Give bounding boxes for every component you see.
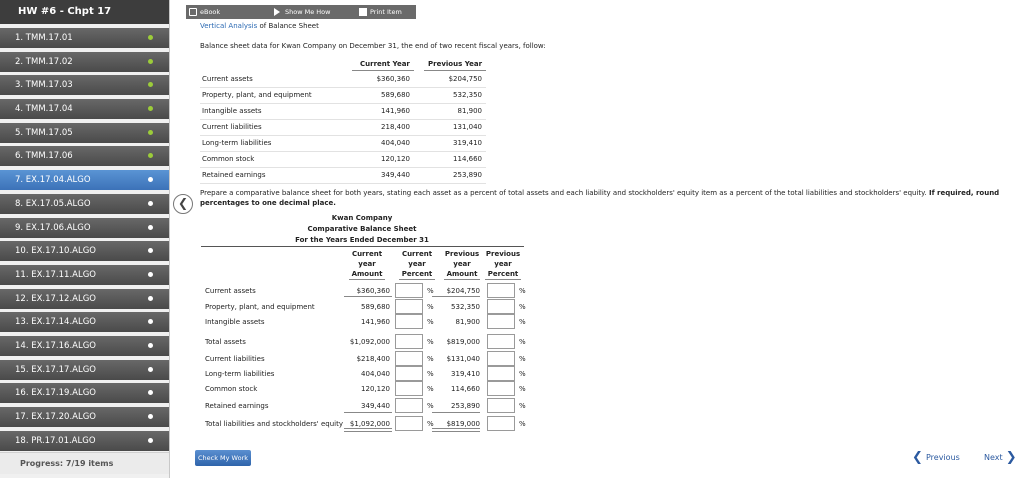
sidebar-item-label: 1. TMM.17.01 — [15, 33, 73, 43]
percent-sign: % — [427, 420, 434, 428]
total-rule — [344, 431, 392, 432]
given-row-current: 589,680 — [381, 91, 410, 99]
percent-sign: % — [427, 370, 434, 378]
given-row-previous: 532,350 — [453, 91, 482, 99]
sidebar-item-label: 15. EX.17.17.ALGO — [15, 364, 96, 375]
total-rule — [344, 412, 392, 413]
given-row-previous: 114,660 — [453, 155, 482, 163]
sidebar-item-label: 2. TMM.17.02 — [15, 56, 73, 67]
statement-row-label: Total assets — [205, 338, 246, 346]
previous-percent-input[interactable] — [487, 398, 515, 413]
col-rule-2 — [399, 279, 435, 280]
instructions — [200, 188, 1015, 208]
status-dot-icon — [148, 177, 153, 182]
status-dot-icon — [148, 414, 153, 419]
status-dot-icon — [148, 153, 153, 158]
total-rule — [432, 431, 480, 432]
assignment-title: HW #6 - Chpt 17 — [0, 0, 169, 24]
sidebar-item[interactable] — [0, 407, 169, 427]
statement-title: Comparative Balance Sheet — [307, 225, 417, 233]
intro-text: Balance sheet data for Kwan Company on December 31, the end of two recent fiscal years, follow: — [200, 42, 546, 50]
status-dot-icon — [148, 319, 153, 324]
statement-row-previous-amount: 532,350 — [451, 303, 480, 311]
sidebar-item-label: 8. EX.17.05.ALGO — [15, 198, 91, 209]
col-header-current-percent — [395, 249, 439, 279]
ebook-button[interactable] — [186, 5, 220, 19]
total-rule — [432, 296, 480, 297]
given-row-previous: $204,750 — [448, 75, 482, 83]
row-divider — [200, 183, 486, 184]
row-divider — [200, 119, 486, 120]
percent-sign: % — [519, 287, 526, 295]
current-percent-input[interactable] — [395, 334, 423, 349]
statement-row-current-amount: 141,960 — [361, 318, 390, 326]
problem-title-rest: of Balance Sheet — [257, 22, 319, 30]
percent-sign: % — [427, 355, 434, 363]
given-row-label: Current assets — [202, 75, 253, 83]
percent-sign: % — [427, 338, 434, 346]
check-my-work-button[interactable]: Check My Work — [195, 450, 251, 466]
sidebar-item-label: 10. EX.17.10.ALGO — [15, 246, 96, 257]
next-button[interactable] — [984, 449, 1017, 467]
current-percent-input[interactable] — [395, 398, 423, 413]
given-header-previous: Previous Year — [428, 60, 483, 68]
given-row-current: 141,960 — [381, 107, 410, 115]
sidebar-item[interactable] — [0, 431, 169, 451]
statement-row-current-amount: $1,092,000 — [349, 338, 390, 346]
statement-row-label: Common stock — [205, 385, 258, 393]
row-divider — [200, 167, 486, 168]
col-header-current-percent-2: year — [408, 260, 426, 268]
sidebar-item[interactable] — [0, 75, 169, 95]
show-me-how-label: Show Me How — [285, 8, 331, 16]
statement-row-current-amount: 589,680 — [361, 303, 390, 311]
col-header-current-amount-1: Current — [351, 250, 383, 258]
toolbar — [186, 5, 416, 19]
statement-row-label: Current assets — [205, 287, 256, 295]
current-percent-input[interactable] — [395, 416, 423, 431]
row-divider — [200, 103, 486, 104]
current-percent-input[interactable] — [395, 314, 423, 329]
given-row-previous: 253,890 — [453, 171, 482, 179]
col-header-current-amount — [345, 249, 389, 279]
sidebar-item-label: 9. EX.17.06.ALGO — [15, 222, 91, 233]
percent-sign: % — [427, 385, 434, 393]
sidebar-item-label: 5. TMM.17.05 — [15, 127, 73, 138]
row-divider — [200, 87, 486, 88]
col-header-previous-amount-1: Previous — [444, 250, 480, 258]
print-item-button[interactable] — [356, 5, 402, 19]
total-rule — [432, 428, 480, 429]
statement-row-previous-amount: $131,040 — [446, 355, 480, 363]
chevron-left-icon: ❮ — [912, 450, 923, 465]
statement-row-label: Property, plant, and equipment — [205, 303, 315, 311]
percent-sign: % — [519, 355, 526, 363]
statement-row-current-amount: $1,092,000 — [349, 420, 390, 428]
sidebar-item-label: 7. EX.17.04.ALGO — [15, 175, 91, 186]
current-percent-input[interactable] — [395, 366, 423, 381]
given-row-current: $360,360 — [376, 75, 410, 83]
col-header-previous-percent-2: year — [494, 260, 512, 268]
statement-row-previous-amount: $819,000 — [446, 420, 480, 428]
percent-sign: % — [427, 303, 434, 311]
sidebar-item[interactable] — [0, 383, 169, 403]
sidebar-item[interactable] — [0, 99, 169, 119]
statement-row-previous-amount: 81,900 — [455, 318, 480, 326]
statement-company: Kwan Company — [331, 214, 393, 222]
status-dot-icon — [148, 59, 153, 64]
statement-row-previous-amount: $204,750 — [446, 287, 480, 295]
col-header-previous-percent-1: Previous — [485, 250, 521, 258]
statement-row-label: Total liabilities and stockholders' equity — [205, 420, 343, 428]
status-dot-icon — [148, 390, 153, 395]
given-row-label: Intangible assets — [202, 107, 262, 115]
status-dot-icon — [148, 438, 153, 443]
sidebar-item-label: 17. EX.17.20.ALGO — [15, 412, 96, 422]
col-header-previous-amount — [440, 249, 484, 279]
ebook-label: eBook — [200, 8, 221, 16]
statement-row-previous-amount: $819,000 — [446, 338, 480, 346]
sidebar-item-label: 11. EX.17.11.ALGO — [15, 269, 96, 280]
col-header-previous-amount-2: year — [453, 260, 471, 268]
print-item-label: Print Item — [370, 8, 402, 16]
statement-row-current-amount: 120,120 — [361, 385, 390, 393]
statement-row-previous-amount: 253,890 — [451, 402, 480, 410]
total-rule — [344, 428, 392, 429]
sidebar-item-label: 3. TMM.17.03 — [15, 80, 73, 91]
sidebar-item-list — [0, 28, 169, 454]
status-dot-icon — [148, 225, 153, 230]
sidebar-item[interactable] — [0, 336, 169, 356]
collapse-sidebar-button[interactable] — [173, 194, 193, 214]
progress-text: Progress: 7/19 items — [0, 452, 169, 474]
statement-row-label: Intangible assets — [205, 318, 265, 326]
sidebar-item[interactable] — [0, 289, 169, 309]
given-row-current: 218,400 — [381, 123, 410, 131]
problem-title-link: Vertical Analysis — [200, 22, 258, 30]
status-dot-icon — [148, 35, 153, 40]
percent-sign: % — [427, 287, 434, 295]
sidebar-item[interactable] — [0, 194, 169, 214]
statement-row-previous-amount: 319,410 — [451, 370, 480, 378]
given-row-label: Retained earnings — [202, 171, 266, 179]
previous-label: Previous — [926, 453, 960, 462]
chevron-right-icon: ❯ — [1005, 450, 1017, 465]
previous-percent-input[interactable] — [487, 334, 515, 349]
sidebar — [0, 0, 170, 478]
given-header-current: Current Year — [360, 60, 410, 68]
statement-row-label: Current liabilities — [205, 355, 265, 363]
statement-period: For the Years Ended December 31 — [295, 236, 429, 244]
status-dot-icon — [148, 82, 153, 87]
percent-sign: % — [427, 318, 434, 326]
statement-row-current-amount: 404,040 — [361, 370, 390, 378]
statement-row-label: Retained earnings — [205, 402, 269, 410]
instructions-rounding: If required, round percentages to one decimal place. — [200, 189, 1000, 207]
previous-percent-input[interactable] — [487, 283, 515, 298]
sidebar-item-label: 4. TMM.17.04 — [15, 104, 73, 115]
sidebar-item-label: 14. EX.17.16.ALGO — [15, 340, 96, 351]
current-percent-input[interactable] — [395, 299, 423, 314]
sidebar-item-label: 13. EX.17.14.ALGO — [15, 317, 96, 328]
percent-sign: % — [519, 420, 526, 428]
chevron-left-icon: ❮ — [177, 196, 189, 210]
previous-percent-input[interactable] — [487, 381, 515, 396]
previous-percent-input[interactable] — [487, 299, 515, 314]
sidebar-item[interactable] — [0, 360, 169, 380]
book-icon — [189, 8, 197, 16]
statement-row-current-amount: $218,400 — [356, 355, 390, 363]
given-header-rule-current — [352, 70, 414, 71]
status-dot-icon — [148, 248, 153, 253]
percent-sign: % — [519, 303, 526, 311]
next-label: Next — [984, 453, 1003, 462]
total-rule — [432, 412, 480, 413]
previous-button[interactable] — [912, 449, 960, 467]
given-row-previous: 81,900 — [457, 107, 482, 115]
status-dot-icon — [148, 106, 153, 111]
status-dot-icon — [148, 343, 153, 348]
given-row-previous: 131,040 — [453, 123, 482, 131]
sidebar-item[interactable] — [0, 170, 169, 190]
col-header-previous-amount-3: Amount — [446, 270, 478, 278]
sidebar-item[interactable] — [0, 241, 169, 261]
col-header-current-amount-3: Amount — [351, 270, 383, 278]
given-row-current: 120,120 — [381, 155, 410, 163]
row-divider — [200, 135, 486, 136]
percent-sign: % — [427, 402, 434, 410]
sidebar-item[interactable] — [0, 265, 169, 285]
status-dot-icon — [148, 272, 153, 277]
col-header-previous-percent — [481, 249, 525, 279]
sidebar-item-label: 6. TMM.17.06 — [15, 151, 73, 162]
statement-header-rule — [201, 246, 524, 247]
sidebar-item[interactable] — [0, 146, 169, 166]
given-row-label: Property, plant, and equipment — [202, 91, 312, 99]
given-row-current: 349,440 — [381, 171, 410, 179]
status-dot-icon — [148, 367, 153, 372]
show-me-how-button[interactable] — [271, 5, 330, 19]
percent-sign: % — [519, 338, 526, 346]
sidebar-item[interactable] — [0, 52, 169, 72]
problem-title — [200, 22, 319, 30]
play-icon — [274, 8, 280, 16]
row-divider — [200, 151, 486, 152]
previous-percent-input[interactable] — [487, 351, 515, 366]
sidebar-item-label: 12. EX.17.12.ALGO — [15, 293, 96, 304]
given-row-current: 404,040 — [381, 139, 410, 147]
col-rule-4 — [485, 279, 521, 280]
instructions-text: Prepare a comparative balance sheet for both years, stating each asset as a percent of total assets and each liability and stockholders' equity item as a percent of the total liabilities and stockholders' equity. — [200, 189, 927, 197]
previous-percent-input[interactable] — [487, 416, 515, 431]
previous-percent-input[interactable] — [487, 366, 515, 381]
statement-row-previous-amount: 114,660 — [451, 385, 480, 393]
sidebar-item[interactable] — [0, 123, 169, 143]
statement-row-label: Long-term liabilities — [205, 370, 275, 378]
status-dot-icon — [148, 130, 153, 135]
given-row-label: Long-term liabilities — [202, 139, 272, 147]
current-percent-input[interactable] — [395, 283, 423, 298]
percent-sign: % — [519, 402, 526, 410]
sidebar-item[interactable] — [0, 312, 169, 332]
previous-percent-input[interactable] — [487, 314, 515, 329]
col-rule-3 — [444, 279, 480, 280]
sidebar-item[interactable] — [0, 218, 169, 238]
percent-sign: % — [519, 318, 526, 326]
given-row-previous: 319,410 — [453, 139, 482, 147]
sidebar-item[interactable] — [0, 28, 169, 48]
col-rule-1 — [349, 279, 385, 280]
percent-sign: % — [519, 385, 526, 393]
current-percent-input[interactable] — [395, 351, 423, 366]
given-header-rule-previous — [424, 70, 486, 71]
status-dot-icon — [148, 201, 153, 206]
percent-sign: % — [519, 370, 526, 378]
col-header-current-percent-1: Current — [401, 250, 433, 258]
col-header-previous-percent-3: Percent — [487, 270, 519, 278]
total-rule — [344, 296, 392, 297]
status-dot-icon — [148, 296, 153, 301]
statement-row-current-amount: 349,440 — [361, 402, 390, 410]
sidebar-item-label: 18. PR.17.01.ALGO — [15, 435, 96, 446]
given-row-label: Common stock — [202, 155, 255, 163]
statement-row-current-amount: $360,360 — [356, 287, 390, 295]
col-header-current-amount-2: year — [358, 260, 376, 268]
current-percent-input[interactable] — [395, 381, 423, 396]
given-row-label: Current liabilities — [202, 123, 262, 131]
print-icon — [359, 8, 367, 16]
sidebar-item-label: 16. EX.17.19.ALGO — [15, 388, 96, 399]
col-header-current-percent-3: Percent — [401, 270, 433, 278]
